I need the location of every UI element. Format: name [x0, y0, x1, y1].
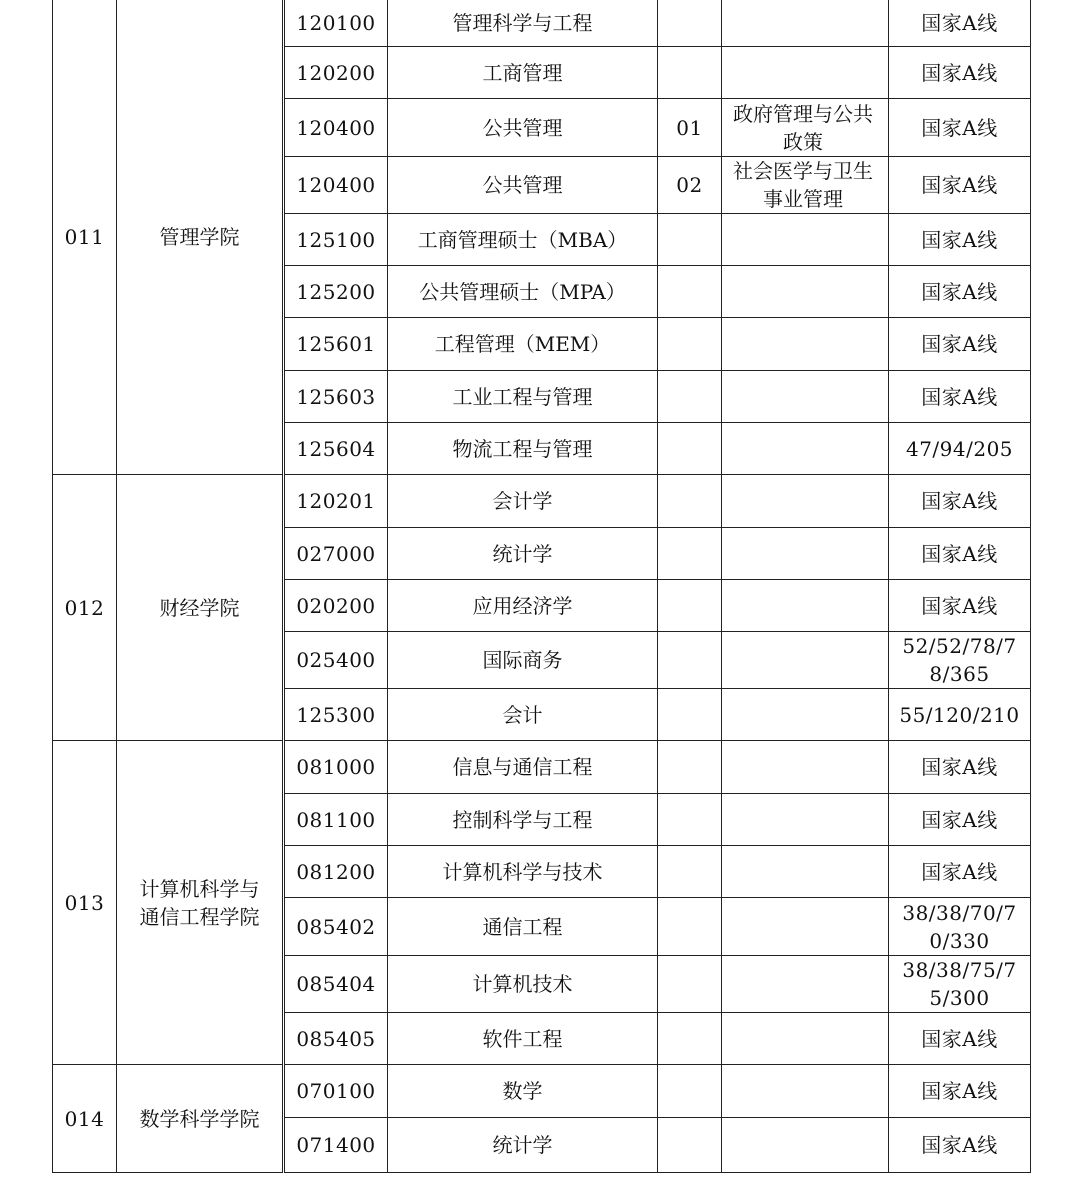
major-code-cell: 081100: [285, 794, 388, 846]
score-cell: 国家A线: [889, 1118, 1031, 1173]
score-cell: 国家A线: [889, 846, 1031, 898]
direction-code-cell: [658, 47, 722, 99]
score-cell: 国家A线: [889, 1013, 1031, 1065]
major-code-cell: 120400: [285, 99, 388, 157]
major-code-cell: 120200: [285, 47, 388, 99]
college-name-cell: 管理学院: [117, 0, 283, 475]
major-name-cell: 会计: [388, 689, 658, 741]
score-cell: 55/120/210: [889, 689, 1031, 741]
score-cell: 国家A线: [889, 580, 1031, 632]
admission-score-table: [52, 0, 1031, 1173]
direction-code-cell: [658, 741, 722, 794]
college-code-cell: 011: [53, 0, 117, 475]
direction-name-cell: [722, 528, 889, 580]
major-name-cell: 软件工程: [388, 1013, 658, 1065]
score-cell: 国家A线: [889, 475, 1031, 528]
major-name-cell: 数学: [388, 1065, 658, 1118]
direction-code-cell: [658, 318, 722, 371]
major-code-cell: 081000: [285, 741, 388, 794]
direction-code-cell: [658, 846, 722, 898]
direction-code-cell: 01: [658, 99, 722, 157]
score-cell: 国家A线: [889, 528, 1031, 580]
table-row: [53, 741, 1031, 794]
direction-name-cell: [722, 423, 889, 475]
college-name-cell: 财经学院: [117, 475, 283, 741]
direction-code-cell: [658, 528, 722, 580]
score-cell: 国家A线: [889, 0, 1031, 47]
direction-code-cell: [658, 632, 722, 689]
direction-name-cell: [722, 266, 889, 318]
major-code-cell: 125200: [285, 266, 388, 318]
score-cell: 国家A线: [889, 1065, 1031, 1118]
direction-name-cell: [722, 475, 889, 528]
direction-code-cell: [658, 898, 722, 956]
direction-name-cell: [722, 47, 889, 99]
major-name-cell: 公共管理硕士（MPA）: [388, 266, 658, 318]
major-code-cell: 025400: [285, 632, 388, 689]
direction-code-cell: [658, 423, 722, 475]
major-name-cell: 计算机技术: [388, 956, 658, 1013]
college-code-cell: 012: [53, 475, 117, 741]
major-code-cell: 027000: [285, 528, 388, 580]
major-name-cell: 工商管理硕士（MBA）: [388, 214, 658, 266]
direction-name-cell: [722, 689, 889, 741]
major-name-cell: 统计学: [388, 1118, 658, 1173]
score-cell: 国家A线: [889, 371, 1031, 423]
direction-code-cell: [658, 1065, 722, 1118]
major-name-cell: 会计学: [388, 475, 658, 528]
major-code-cell: 085405: [285, 1013, 388, 1065]
direction-name-cell: [722, 1065, 889, 1118]
score-cell: 国家A线: [889, 157, 1031, 214]
major-name-cell: 物流工程与管理: [388, 423, 658, 475]
major-name-cell: 通信工程: [388, 898, 658, 956]
major-name-cell: 工商管理: [388, 47, 658, 99]
major-code-cell: 020200: [285, 580, 388, 632]
college-name-cell: 计算机科学与通信工程学院: [117, 741, 283, 1065]
college-code-cell: 013: [53, 741, 117, 1065]
direction-code-cell: [658, 689, 722, 741]
table-row: [53, 0, 1031, 47]
major-code-cell: 085402: [285, 898, 388, 956]
score-cell: 国家A线: [889, 99, 1031, 157]
direction-name-cell: [722, 371, 889, 423]
table-row: [53, 475, 1031, 528]
direction-name-cell: 社会医学与卫生事业管理: [722, 157, 889, 214]
direction-name-cell: [722, 580, 889, 632]
major-code-cell: 071400: [285, 1118, 388, 1173]
college-code-cell: 014: [53, 1065, 117, 1173]
college-name-cell: 数学科学学院: [117, 1065, 283, 1173]
direction-code-cell: [658, 956, 722, 1013]
major-code-cell: 085404: [285, 956, 388, 1013]
score-cell: 38/38/70/70/330: [889, 898, 1031, 956]
score-cell: 国家A线: [889, 214, 1031, 266]
direction-code-cell: [658, 0, 722, 47]
direction-code-cell: [658, 475, 722, 528]
direction-code-cell: 02: [658, 157, 722, 214]
score-cell: 47/94/205: [889, 423, 1031, 475]
direction-code-cell: [658, 1118, 722, 1173]
major-code-cell: 125601: [285, 318, 388, 371]
major-name-cell: 计算机科学与技术: [388, 846, 658, 898]
major-code-cell: 120100: [285, 0, 388, 47]
major-name-cell: 工程管理（MEM）: [388, 318, 658, 371]
direction-code-cell: [658, 580, 722, 632]
major-name-cell: 公共管理: [388, 157, 658, 214]
major-name-cell: 统计学: [388, 528, 658, 580]
direction-code-cell: [658, 266, 722, 318]
score-cell: 国家A线: [889, 794, 1031, 846]
direction-code-cell: [658, 794, 722, 846]
major-code-cell: 070100: [285, 1065, 388, 1118]
direction-code-cell: [658, 371, 722, 423]
major-code-cell: 125604: [285, 423, 388, 475]
score-cell: 52/52/78/78/365: [889, 632, 1031, 689]
major-name-cell: 管理科学与工程: [388, 0, 658, 47]
direction-name-cell: [722, 318, 889, 371]
direction-code-cell: [658, 214, 722, 266]
direction-name-cell: [722, 214, 889, 266]
major-code-cell: 120400: [285, 157, 388, 214]
table-body: [53, 0, 1031, 1173]
major-name-cell: 应用经济学: [388, 580, 658, 632]
major-name-cell: 公共管理: [388, 99, 658, 157]
score-cell: 国家A线: [889, 266, 1031, 318]
direction-name-cell: [722, 0, 889, 47]
major-name-cell: 信息与通信工程: [388, 741, 658, 794]
direction-name-cell: [722, 956, 889, 1013]
major-code-cell: 125603: [285, 371, 388, 423]
table-row: [53, 1065, 1031, 1118]
direction-name-cell: [722, 794, 889, 846]
direction-name-cell: 政府管理与公共政策: [722, 99, 889, 157]
direction-name-cell: [722, 846, 889, 898]
direction-name-cell: [722, 1013, 889, 1065]
major-code-cell: 120201: [285, 475, 388, 528]
score-cell: 38/38/75/75/300: [889, 956, 1031, 1013]
major-code-cell: 125300: [285, 689, 388, 741]
major-code-cell: 125100: [285, 214, 388, 266]
score-cell: 国家A线: [889, 318, 1031, 371]
major-name-cell: 国际商务: [388, 632, 658, 689]
major-name-cell: 工业工程与管理: [388, 371, 658, 423]
direction-name-cell: [722, 632, 889, 689]
direction-code-cell: [658, 1013, 722, 1065]
score-cell: 国家A线: [889, 47, 1031, 99]
direction-name-cell: [722, 741, 889, 794]
direction-name-cell: [722, 1118, 889, 1173]
score-cell: 国家A线: [889, 741, 1031, 794]
direction-name-cell: [722, 898, 889, 956]
major-code-cell: 081200: [285, 846, 388, 898]
major-name-cell: 控制科学与工程: [388, 794, 658, 846]
